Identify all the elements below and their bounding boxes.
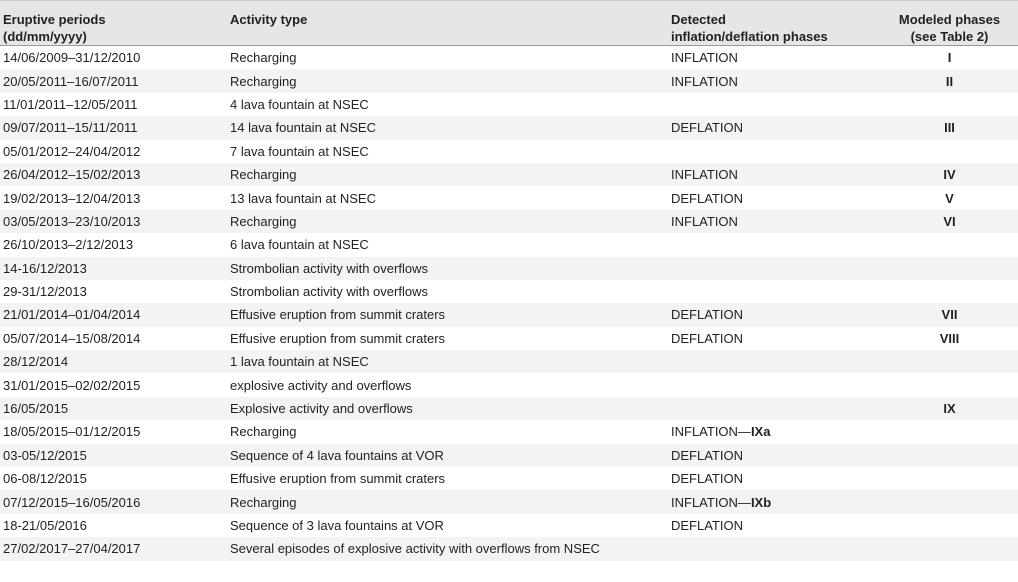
table-row [0, 303, 1018, 326]
table-row [0, 163, 1018, 186]
activity-cell: Strombolian activity with overflows [230, 260, 428, 276]
table-row [0, 210, 1018, 233]
period-cell: 28/12/2014 [3, 354, 69, 370]
header-modeled-phases: Modeled phases (see Table 2) [881, 1, 1018, 46]
modeled-phase-cell [881, 490, 1018, 513]
period-cell: 14-16/12/2013 [3, 260, 87, 276]
detected-phase-cell [671, 537, 881, 560]
detected-phase-cell [671, 140, 881, 163]
period-cell: 18-21/05/2016 [3, 518, 87, 533]
detected-phase-cell: DEFLATION [671, 447, 743, 463]
detected-phase-cell [671, 373, 881, 396]
activity-cell: Recharging [230, 424, 297, 440]
table-row [0, 257, 1018, 280]
modeled-phase-cell [881, 373, 1018, 396]
activity-cell: Recharging [230, 213, 297, 229]
period-cell: 03/05/2013–23/10/2013 [3, 213, 141, 229]
activity-cell: 13 lava fountain at NSEC [230, 190, 376, 206]
header-activity-type: Activity type [230, 1, 671, 46]
detected-phase-cell: DEFLATION [671, 190, 743, 206]
table-row [0, 420, 1018, 443]
detected-phase-cell: INFLATION [671, 50, 738, 66]
activity-cell: Recharging [230, 494, 297, 510]
table-header [0, 1, 1018, 46]
modeled-phase-cell [881, 350, 1018, 373]
period-cell: 09/07/2011–15/11/2011 [3, 120, 138, 136]
activity-cell: 7 lava fountain at NSEC [230, 143, 369, 159]
activity-cell: Effusive eruption from summit craters [230, 330, 446, 346]
modeled-phase-cell: III [944, 120, 955, 136]
activity-cell: Explosive activity and overflows [230, 401, 413, 417]
modeled-phase-cell: VIII [939, 330, 960, 346]
table-row [0, 350, 1018, 373]
activity-cell: 14 lava fountain at NSEC [230, 120, 376, 136]
activity-cell: 4 lava fountain at NSEC [230, 96, 369, 112]
modeled-phase-cell: IV [943, 167, 956, 183]
table-row [0, 69, 1018, 92]
table-row [0, 444, 1018, 467]
detected-phase-cell: INFLATION [671, 167, 738, 183]
modeled-phase-cell: IX [943, 401, 956, 417]
detected-phase-cell [671, 397, 881, 420]
activity-cell: Strombolian activity with overflows [230, 284, 428, 300]
period-cell: 11/01/2011–12/05/2011 [3, 96, 138, 112]
detected-phase-cell: DEFLATION [671, 330, 743, 346]
modeled-phase-cell [881, 444, 1018, 467]
table-row [0, 140, 1018, 163]
modeled-phase-cell: I [947, 50, 952, 66]
period-cell: 03-05/12/2015 [3, 447, 87, 463]
activity-cell: Several episodes of explosive activity with overflows from NSEC [230, 541, 600, 557]
period-cell: 20/05/2011–16/07/2011 [3, 73, 139, 89]
modeled-phase-cell [881, 467, 1018, 490]
table-row [0, 280, 1018, 303]
detected-phase-cell: DEFLATION [671, 307, 743, 323]
activity-cell: Recharging [230, 73, 297, 89]
modeled-phase-cell [881, 93, 1018, 116]
modeled-phase-cell: VI [943, 213, 956, 229]
period-cell: 18/05/2015–01/12/2015 [3, 424, 141, 440]
modeled-phase-cell [881, 537, 1018, 560]
modeled-phase-cell [881, 420, 1018, 443]
period-cell: 27/02/2017–27/04/2017 [3, 541, 141, 557]
modeled-phase-cell: II [945, 73, 954, 89]
detected-phase-cell: DEFLATION [671, 471, 743, 487]
period-cell: 26/04/2012–15/02/2013 [3, 167, 141, 183]
detected-phase-cell: INFLATION [671, 213, 738, 229]
detected-phase-cell: INFLATION [671, 73, 738, 89]
table-row [0, 327, 1018, 350]
header-row [0, 1, 1018, 46]
period-cell: 05/01/2012–24/04/2012 [3, 143, 141, 159]
table-row [0, 467, 1018, 490]
period-cell: 29-31/12/2013 [3, 284, 87, 300]
activity-cell: Effusive eruption from summit craters [230, 471, 446, 487]
period-cell: 16/05/2015 [3, 401, 69, 417]
activity-cell: explosive activity and overflows [230, 377, 412, 393]
table-row [0, 514, 1018, 537]
modeled-phase-suffix: IXa [750, 424, 771, 440]
table-row [0, 373, 1018, 396]
table-row [0, 233, 1018, 256]
detected-phase-cell: DEFLATION [671, 518, 743, 533]
detected-phase-cell [671, 257, 881, 280]
activity-cell: Sequence of 3 lava fountains at VOR [230, 518, 444, 533]
modeled-phase-cell: V [945, 190, 954, 206]
period-cell: 26/10/2013–2/12/2013 [3, 237, 134, 253]
detected-phase-cell [671, 350, 881, 373]
modeled-phase-cell [881, 257, 1018, 280]
detected-phase-cell: INFLATION—IXa [671, 424, 771, 440]
modeled-phase-cell [881, 140, 1018, 163]
table-row [0, 490, 1018, 513]
header-detected-phases: Detected inflation/deflation phases [671, 1, 881, 46]
header-eruptive-periods: Eruptive periods (dd/mm/yyyy) [0, 1, 230, 46]
period-cell: 06-08/12/2015 [3, 471, 87, 487]
activity-cell: 1 lava fountain at NSEC [230, 354, 369, 370]
activity-cell: Sequence of 4 lava fountains at VOR [230, 447, 444, 463]
detected-phase-cell: INFLATION—IXb [671, 494, 772, 510]
activity-cell: Effusive eruption from summit craters [230, 307, 446, 323]
detected-phase-cell [671, 93, 881, 116]
table-row [0, 116, 1018, 139]
table-row [0, 46, 1018, 70]
table-body [0, 46, 1018, 561]
period-cell: 07/12/2015–16/05/2016 [3, 494, 141, 510]
period-cell: 19/02/2013–12/04/2013 [3, 190, 141, 206]
period-cell: 31/01/2015–02/02/2015 [3, 377, 141, 393]
table-row [0, 397, 1018, 420]
modeled-phase-cell [881, 514, 1018, 537]
detected-phase-cell [671, 280, 881, 303]
period-cell: 05/07/2014–15/08/2014 [3, 330, 141, 346]
modeled-phase-cell: VII [941, 307, 958, 323]
activity-cell: Recharging [230, 50, 297, 66]
modeled-phase-cell [881, 280, 1018, 303]
table-row [0, 537, 1018, 560]
activity-cell: Recharging [230, 167, 297, 183]
period-cell: 14/06/2009–31/12/2010 [3, 50, 141, 66]
activity-cell: 6 lava fountain at NSEC [230, 237, 369, 253]
table-row [0, 93, 1018, 116]
detected-phase-cell: DEFLATION [671, 120, 743, 136]
table-row [0, 186, 1018, 209]
period-cell: 21/01/2014–01/04/2014 [3, 307, 141, 323]
modeled-phase-suffix: IXb [750, 494, 772, 510]
detected-phase-cell [671, 233, 881, 256]
modeled-phase-cell [881, 233, 1018, 256]
